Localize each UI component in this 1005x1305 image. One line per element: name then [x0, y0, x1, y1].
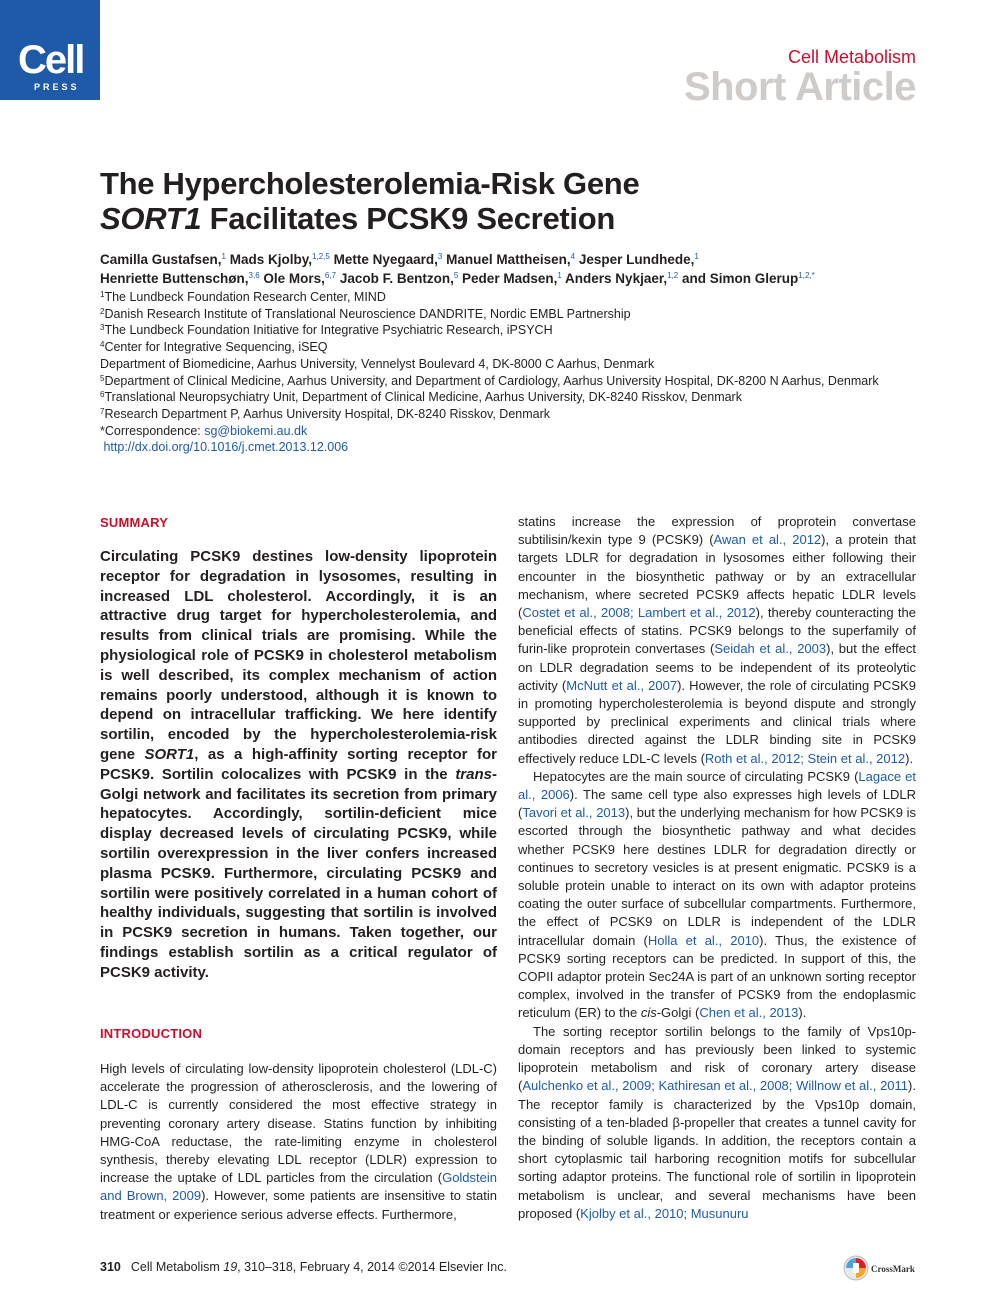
citation-link[interactable]: Lagace et al., 2006 [518, 768, 916, 803]
crossmark-badge[interactable] [843, 1253, 923, 1283]
summary-heading: SUMMARY [100, 515, 169, 530]
author [565, 271, 678, 286]
author [446, 252, 575, 267]
affiliation: $^1$The Lundbeck Foundation Research Center, MIND [100, 290, 386, 304]
affiliation: $^3$The Lundbeck Foundation Initiative for Integrative Psychiatric Research, iPSYCH [100, 323, 553, 338]
affiliations [100, 289, 930, 456]
author [100, 252, 226, 267]
author-name: Manuel Mattheisen, [446, 252, 571, 267]
paragraph: The sorting receptor sortilin belongs to the family of Vps10p-domain receptors and has previously been linked to systemic lipoprotein metabolism and risk of coronary artery disease (Aulchenko et al., 2009; Kathiresan et al., 2008; Willnow et al., 2011). The receptor family is characterized by the Vps10p domain, consisting of a ten-bladed β-propeller that creates a tunnel cavity for the binding of soluble ligands. In addition, the receptors contain a short cytoplasmic tail harboring recognition motifs for subcellular sorting adaptor proteins. The functional role of sortilin in lipoprotein metabolism is unclear, and several mechanisms have been proposed (Kjolby et al., 2010; Musunuru [518, 1023, 916, 1221]
article-type: Short Article [683, 65, 916, 109]
author [579, 252, 699, 267]
affiliation: $^7$Research Department P, Aarhus University Hospital, DK-8240 Risskov, Denmark [100, 406, 551, 421]
author-affil-ref[interactable]: 3 [437, 252, 443, 261]
author-name: Henriette Buttenschøn, [100, 271, 249, 286]
title-line-2-rest: Facilitates PCSK9 Secretion [201, 201, 615, 236]
author-name: Mette Nyegaard, [333, 252, 438, 267]
citation-link[interactable]: Chen et al., 2013 [699, 1005, 799, 1021]
author-name: Ole Mors, [263, 271, 325, 286]
citation-link[interactable]: McNutt et al., 2007 [566, 677, 678, 693]
page-number: 310 [100, 1260, 121, 1274]
paragraph-continuation: statins increase the expression of proprotein convertase subtilisin/kexin type 9 (PCSK9) (Awan et al., 2012), a protein that targets LDLR for degradation in lysosomes either following their encounter in the biosynthetic pathway or by an extracellular mechanism, where secreted PCSK9 affects hepatic LDLR levels (Costet et al., 2008; Lambert et al., 2012), thereby counteracting the beneficial effects of statins. PCSK9 belongs to the superfamily of furin-like proprotein convertases (Seidah et al., 2003), but the effect on LDLR degradation seems to be independent of its proteolytic activity (McNutt et al., 2007). However, the role of circulating PCSK9 in promoting hypercholesterolemia is beyond dispute and strongly supported by preclinical experiments and clinical trials where antibodies directed against the LDLR binding site in PCSK9 effectively reduce LDL-C levels (Roth et al., 2012; Stein et al., 2012). [518, 514, 916, 766]
affiliation: $^5$Department of Clinical Medicine, Aarhus University, and Department of Cardiology, Aarhus University Hospital, DK-8200 N Aarhus, Denmark [100, 373, 879, 388]
title-line-2 [100, 201, 900, 236]
author-affil-ref[interactable]: 1 [221, 252, 226, 261]
author-affil-ref[interactable]: 6,7 [324, 271, 337, 280]
doi [100, 439, 930, 456]
author-affil-ref[interactable]: 4 [570, 252, 576, 261]
affiliation: Department of Biomedicine, Aarhus University, Vennelyst Boulevard 4, DK-8000 C Aarhus, Denmark [100, 356, 655, 371]
citation-link[interactable]: Holla et al., 2010 [647, 932, 760, 948]
article-title [100, 166, 900, 236]
logo-press-text: PRESS [34, 82, 80, 92]
author [263, 271, 336, 286]
citation-link[interactable]: Aulchenko et al., 2009; Kathiresan et al., 2008; Willnow et al., 2011 [522, 1078, 909, 1094]
introduction-heading: INTRODUCTION [100, 1026, 203, 1041]
author-name: Anders Nykjaer, [565, 271, 668, 286]
title-line-1: The Hypercholesterolemia-Risk Gene [100, 166, 640, 201]
author [100, 271, 260, 286]
author-name: Camilla Gustafsen, [100, 252, 222, 267]
paragraph: Hepatocytes are the main source of circulating PCSK9 (Lagace et al., 2006). The same cell type also expresses high levels of LDLR (Tavori et al., 2013), but the underlying mechanism for how PCSK9 is escorted through the biosynthetic pathway and what decides whether PCSK9 here destines LDLR for degradation directly or continues to secretory vesicles is at present enigmatic. PCSK9 is a soluble protein unable to interact on its own with adaptor proteins coating the outer surface of subcellular compartments. Furthermore, the effect of PCSK9 on LDLR is independent of the LDLR intracellular domain (Holla et al., 2010). Thus, the existence of PCSK9 sorting receptors can be predicted. In support of this, the COPII adaptor protein Sec24A is part of an unknown sorting receptor complex, involved in the transfer of PCSK9 from the endoplasmic reticulum (ER) to the cis-Golgi (Chen et al., 2013). [518, 768, 917, 1021]
affiliation: $^4$Center for Integrative Sequencing, iSEQ [100, 340, 328, 355]
introduction-text-right [518, 513, 916, 1223]
affiliation: $^6$Translational Neuropsychiatry Unit, Department of Clinical Medicine, Aarhus University, DK-8240 Risskov, Denmark [100, 390, 742, 405]
author [230, 252, 330, 267]
citation-link[interactable]: Costet et al., 2008; Lambert et al., 2012 [522, 605, 756, 621]
author-affil-ref[interactable]: 1,2,* [798, 271, 815, 280]
doi-link[interactable]: http://dx.doi.org/10.1016/j.cmet.2013.12.006 [103, 440, 349, 455]
citation-link[interactable]: Kjolby et al., 2010; Musunuru [580, 1205, 749, 1221]
author-affil-ref[interactable]: 3,6 [248, 271, 260, 280]
crossmark-label: CrossMark [871, 1264, 915, 1274]
author-name: Jacob F. Bentzon, [339, 271, 454, 286]
crossmark-icon [843, 1253, 923, 1283]
author-affil-ref[interactable]: 1,2 [667, 271, 679, 280]
author-affil-ref[interactable]: 1,2,5 [312, 252, 330, 261]
author-name: and Simon Glerup [682, 271, 799, 286]
affiliation: $^2$Danish Research Institute of Translational Neuroscience DANDRITE, Nordic EMBL Partnership [100, 306, 631, 321]
page-footer: 310 Cell Metabolism 19, 310–318, February 4, 2014 ©2014 Elsevier Inc. [100, 1260, 507, 1274]
correspondence: *Correspondence: sg@biokemi.au.dk [100, 423, 308, 438]
author [462, 271, 562, 286]
author [334, 252, 443, 267]
citation-link[interactable]: Awan et al., 2012 [713, 532, 822, 548]
logo-cell-text: Cell [18, 38, 84, 82]
correspondence-email-link[interactable]: sg@biokemi.au.dk [204, 423, 308, 438]
citation-link[interactable]: Roth et al., 2012; Stein et al., 2012 [704, 750, 906, 766]
journal-name: Cell Metabolism [787, 47, 916, 67]
author-name: Peder Madsen, [462, 271, 558, 286]
author-list [100, 250, 930, 288]
author-affil-ref[interactable]: 5 [453, 271, 459, 280]
author [682, 271, 815, 286]
cell-press-logo [0, 0, 100, 100]
author [340, 271, 458, 286]
citation-link[interactable]: Tavori et al., 2013 [522, 805, 626, 821]
citation-link[interactable]: Seidah et al., 2003 [714, 641, 827, 657]
citation-link[interactable]: Goldstein and Brown, 2009 [100, 1170, 497, 1204]
author-name: Jesper Lundhede, [578, 252, 695, 267]
author-name: Mads Kjolby, [229, 252, 313, 267]
introduction-text-left: High levels of circulating low-density lipoprotein cholesterol (LDL-C) accelerate the progression of atherosclerosis, and the lowering of LDL-C is currently considered the most effective strategy in preventing coronary artery disease. Statins function by inhibiting HMG-CoA reductase, the rate-limiting enzyme in cholesterol synthesis, thereby elevating LDL receptor (LDLR) expression to increase the uptake of LDL particles from the circulation (Goldstein and Brown, 2009). However, some patients are insensitive to statin treatment or experience serious adverse effects. Furthermore, [100, 1061, 497, 1222]
author-affil-ref[interactable]: 1 [694, 252, 699, 261]
author-affil-ref[interactable]: 1 [557, 271, 562, 280]
summary-text: Circulating PCSK9 destines low-density lipoprotein receptor for degradation in lysosomes, resulting in increased LDL cholesterol. Accordingly, it is an attractive drug target for hypercholesterolemia, and results from clinical trials are promising. While the physiological role of PCSK9 in cholesterol metabolism is well described, its complex mechanism of action remains poorly understood, although it is known to depend on intracellular trafficking. We here identify sortilin, encoded by the hypercholesterolemia-risk gene SORT1, as a high-affinity sorting receptor for PCSK9. Sortilin colocalizes with PCSK9 in the trans-Golgi network and facilitates its secretion from primary hepatocytes. Accordingly, sortilin-deficient mice display decreased levels of circulating PCSK9, while sortilin overexpression in the liver confers increased plasma PCSK9. Furthermore, circulating PCSK9 and sortilin were positively correlated in a human cohort of healthy individuals, suggesting that sortilin is involved in PCSK9 secretion in humans. Taken together, our findings establish sortilin as a critical regulator of PCSK9 activity. [100, 548, 497, 981]
title-gene: SORT1 [100, 201, 202, 236]
